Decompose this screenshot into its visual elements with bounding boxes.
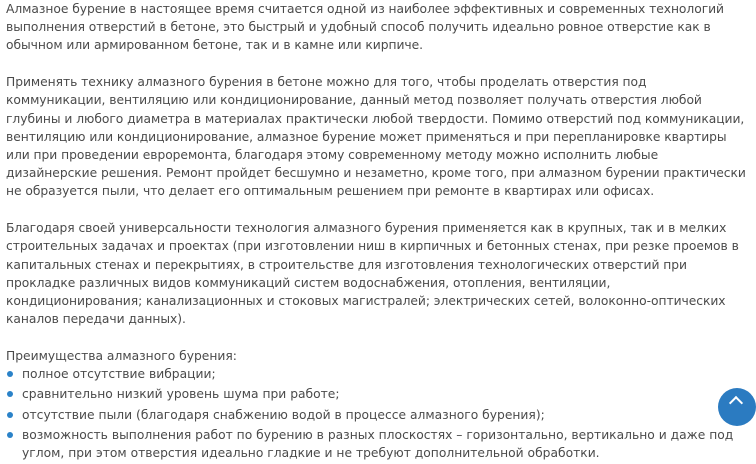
advantages-list <box>6 365 748 462</box>
advantage-item-low-noise <box>6 385 748 403</box>
advantage-text: отсутствие пыли (благодаря снабжению водой в процессе алмазного бурения); <box>22 407 545 422</box>
advantage-item-no-vibration <box>6 365 748 383</box>
advantage-item-any-plane <box>6 426 748 462</box>
advantage-text: возможность выполнения работ по бурению в разных плоскостях – горизонтально, вертикально и даже под углом, при этом отверстия идеально гладкие и не требуют дополнительной обработки. <box>22 427 734 461</box>
advantage-text: сравнительно низкий уровень шума при работе; <box>22 387 340 402</box>
bullet-dot-icon <box>7 371 13 377</box>
bullet-dot-icon <box>7 432 13 438</box>
bullet-dot-icon <box>7 412 13 418</box>
advantage-item-no-dust <box>6 406 748 424</box>
bullet-dot-icon <box>7 391 13 397</box>
article-content <box>6 0 748 464</box>
scroll-to-top-button[interactable] <box>718 388 756 426</box>
article-paragraph-intro: Алмазное бурение в настоящее время считается одной из наиболее эффективных и современных технологий выполнения отверстий в бетоне, это быстрый и удобный способ получить идеально ровное отверстие как в обычном или армированном бетоне, так и в камне или кирпиче. <box>6 2 724 53</box>
advantages-heading: Преимущества алмазного бурения: <box>6 349 237 364</box>
chevron-up-icon <box>729 396 743 410</box>
advantage-text: полное отсутствие вибрации; <box>22 367 216 382</box>
article-paragraph-applications: Применять технику алмазного бурения в бетоне можно для того, чтобы проделать отверстия под коммуникации, вентиляцию или кондиционирование, данный метод позволяет получать отверстия любой глубины и любого диаметра в материалах практически любой твердости. Помимо отверстий под коммуникации, вентиляцию или кондиционирование, алмазное бурение может применяться и при перепланировке квартиры или при проведении евроремонта, благодаря этому современному методу можно исполнить любые дизайнерские решения. Ремонт пройдет бесшумно и незаметно, кроме того, при алмазном бурении практически не образуется пыли, что делает его оптимальным решением при ремонте в квартирах или офисах. <box>6 75 746 199</box>
article-paragraph-versatility: Благодаря своей универсальности технология алмазного бурения применяется как в крупных, так и в мелких строительных задачах и проектах (при изготовлении ниш в кирпичных и бетонных стенах, при резке проемов в капитальных стенах и перекрытиях, в строительстве для изготовления технологических отверстий при прокладке различных видов коммуникаций систем водоснабжения, отопления, вентиляции, кондиционирования; канализационных и стоковых магистралей; электрических сетей, волоконно-оптических каналов передачи данных). <box>6 221 739 327</box>
